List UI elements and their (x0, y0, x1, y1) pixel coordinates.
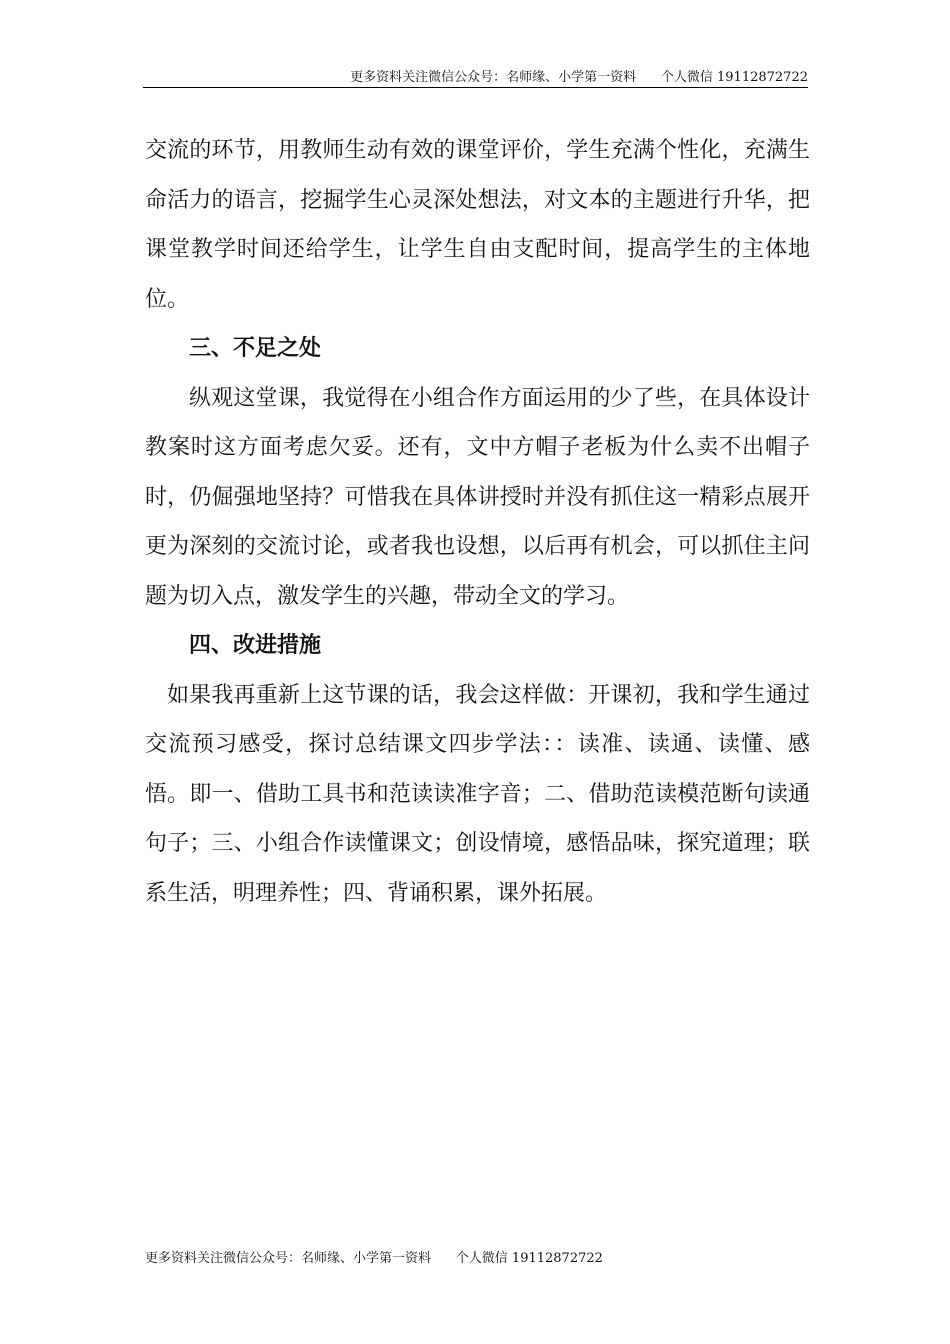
paragraph-shortcomings: 纵观这堂课，我觉得在小组合作方面运用的少了些，在具体设计教案时这方面考虑欠妥。还有，文中方帽子老板为什么卖不出帽子时，仍倔强地坚持？可惜我在具体讲授时并没有抓住这一精彩点展开更为深刻的交流讨论，或者我也设想，以后再有机会，可以抓住主问题为切入点，激发学生的兴趣，带动全文的学习。 (145, 385, 810, 609)
section-heading-shortcomings: 三、不足之处 (189, 335, 322, 361)
paragraph-improvements: 如果我再重新上这节课的话，我会这样做：开课初，我和学生通过交流预习感受，探讨总结课文四步学法：：读准、读通、读懂、感悟。即一、借助工具书和范读读准字音；二、借助范读模范断句读通句子；三、小组合作读懂课文；创设情境，感悟品味，探究道理；联系生活，明理养性；四、背诵积累，课外拓展。 (145, 682, 810, 906)
page-header: 更多资料关注微信公众号：名师缘、小学第一资料 个人微信 19112872722 (350, 70, 808, 85)
section-heading-improvements: 四、改进措施 (189, 632, 322, 658)
header-divider (143, 87, 808, 88)
page-footer: 更多资料关注微信公众号：名师缘、小学第一资料 个人微信 19112872722 (145, 1251, 603, 1266)
document-body (145, 126, 810, 918)
paragraph-continuation: 交流的环节，用教师生动有效的课堂评价，学生充满个性化，充满生命活力的语言，挖掘学生心灵深处想法，对文本的主题进行升华，把课堂教学时间还给学生，让学生自由支配时间，提高学生的主体地位。 (145, 138, 810, 312)
